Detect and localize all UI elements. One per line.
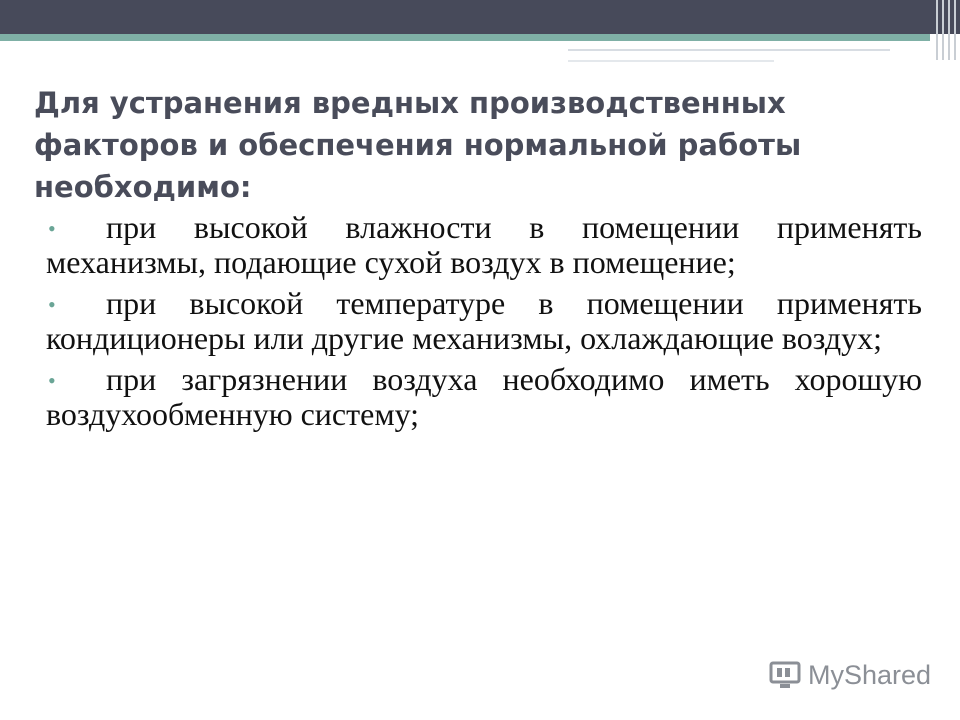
bullet-item: [46, 362, 922, 432]
decorative-line: [568, 60, 774, 62]
top-banner: [0, 0, 960, 34]
bullet-list: [46, 210, 922, 438]
bullet-item: [46, 286, 922, 356]
bullet-text: при высокой влажности в помещении применять механизмы, подающие сухой воздух в помещение;: [46, 209, 922, 280]
watermark-text: MyShared: [808, 659, 932, 690]
myshared-logo-icon: [768, 660, 802, 690]
bullet-icon: •: [48, 216, 56, 241]
accent-line: [0, 34, 930, 41]
decorative-vertical-bars: [930, 0, 960, 60]
bullet-item: [46, 210, 922, 280]
decorative-line: [568, 49, 890, 51]
bullet-icon: •: [48, 292, 56, 317]
bullet-icon: •: [48, 368, 56, 393]
bullet-text: при высокой температуре в помещении применять кондиционеры или другие механизмы, охлаждающие воздух;: [46, 285, 922, 356]
watermark: [768, 656, 931, 694]
bullet-text: при загрязнении воздуха необходимо иметь хорошую воздухообменную систему;: [46, 361, 922, 432]
slide-title: Для устранения вредных производственных факторов и обеспечения нормальной работы необходимо:: [34, 86, 802, 204]
